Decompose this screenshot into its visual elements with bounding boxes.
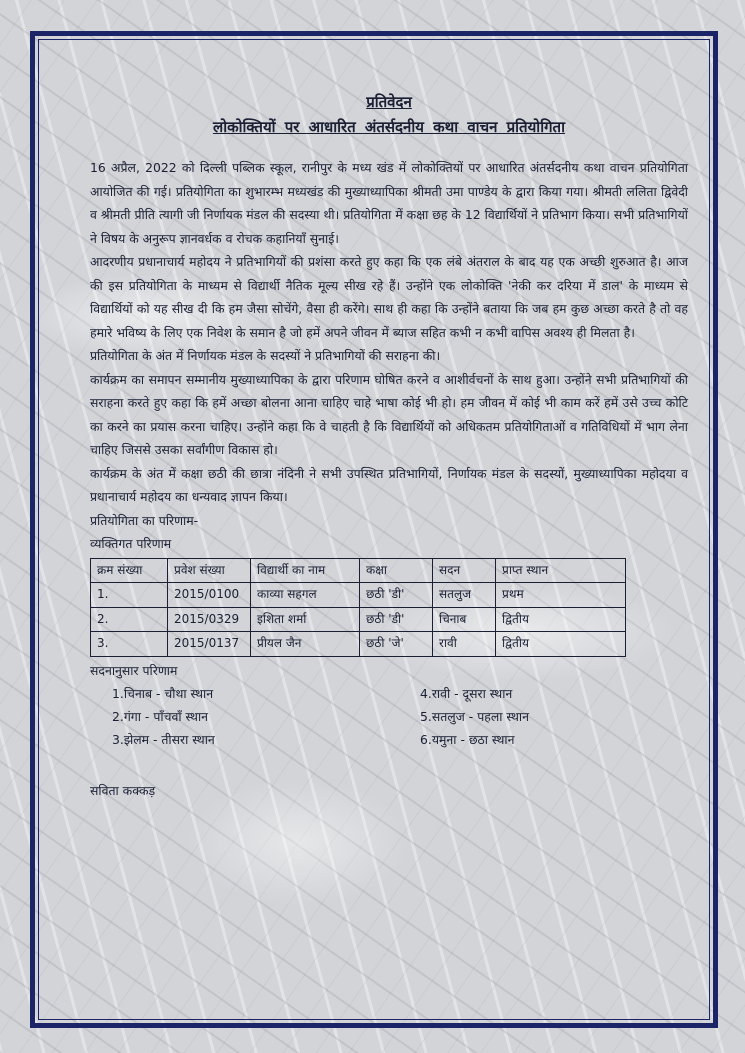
table-header-row	[91, 558, 626, 583]
house-result-item: 5.सतलुज - पहला स्थान	[420, 709, 529, 724]
table-row	[91, 583, 626, 608]
header-house: सदन	[433, 558, 496, 583]
cell-serial: 3.	[91, 632, 168, 657]
cell-student-name: प्रीयल जैन	[251, 632, 360, 657]
report-subtitle: लोकोक्तियों पर आधारित अंतर्सदनीय कथा वाचन प्रतियोगिता	[213, 118, 565, 136]
house-results-label: सदनानुसार परिणाम	[90, 662, 178, 678]
report-title: प्रतिवेदन	[366, 93, 412, 111]
header-student-name: विद्यार्थी का नाम	[251, 558, 360, 583]
house-result-item: 1.चिनाब - चौथा स्थान	[112, 686, 214, 701]
cell-admission: 2015/0137	[168, 632, 251, 657]
house-result-item: 6.यमुना - छठा स्थान	[420, 732, 515, 747]
cell-student-name: इशिता शर्मा	[251, 607, 360, 632]
cell-serial: 2.	[91, 607, 168, 632]
house-result-item: 3.झेलम - तीसरा स्थान	[112, 732, 215, 747]
paragraph-3: प्रतियोगिता के अंत में निर्णायक मंडल के सदस्यों ने प्रतिभागियों की सराहना की।	[90, 348, 441, 363]
results-table	[90, 558, 626, 657]
cell-house: सतलुज	[433, 583, 496, 608]
cell-class: छठी 'जे'	[360, 632, 433, 657]
header-serial: क्रम संख्या	[91, 558, 168, 583]
table-row	[91, 632, 626, 657]
header-class: कक्षा	[360, 558, 433, 583]
paragraph-2: आदरणीय प्रधानाचार्य महोदय ने प्रतिभागियों की प्रशंसा करते हुए कहा कि एक लंबे अंतराल के बाद यह एक अच्छी शुरुआत है। आज की इस प्रतियोगिता के माध्यम से विद्यार्थी नैतिक मूल्य सीख रहे हैं। उन्होंने एक लोकोक्ति 'नेकी कर दरिया में डाल' के माध्यम से विद्यार्थियों को यह सीख दी कि हम जैसा सोचेंगे, वैसा ही करेंगे। साथ ही कहा कि उन्होंने बताया कि जब हम कुछ अच्छा करते है तो वह हमारे भविष्य के लिए एक निवेश के समान है जो हमें अपने जीवन में ब्याज सहित कभी न कभी वापिस अवश्य ही मिलता है।	[90, 254, 688, 340]
paragraph-4: कार्यक्रम का समापन सम्मानीय मुख्याध्यापिका के द्वारा परिणाम घोषित करने व आशीर्वचनों के साथ हुआ। उन्होंने सभी प्रतिभागियों की सराहना करते हुए कहा कि हमें अच्छा बोलना आना चाहिए चाहे भाषा कोई भी हो। हम जीवन में कोई भी काम करें हमें उसे उच्च कोटि का करने का प्रयास करना चाहिए। उन्होंने कहा कि वे चाहती है कि विद्यार्थियों को अधिकतम प्रतियोगिताओं व गतिविधियों में भाग लेना चाहिए जिससे उसका सर्वांगीण विकास हो।	[90, 371, 688, 457]
cell-student-name: काव्या सहगल	[251, 583, 360, 608]
cell-position: प्रथम	[496, 583, 626, 608]
header-admission: प्रवेश संख्या	[168, 558, 251, 583]
individual-results-label: व्यक्तिगत परिणाम	[90, 536, 172, 551]
cell-house: चिनाब	[433, 607, 496, 632]
header-position: प्राप्त स्थान	[496, 558, 626, 583]
house-result-item: 4.रावी - दूसरा स्थान	[420, 686, 513, 701]
results-label: प्रतियोगिता का परिणाम-	[90, 512, 199, 528]
report-content	[90, 90, 688, 803]
cell-house: रावी	[433, 632, 496, 657]
cell-admission: 2015/0329	[168, 607, 251, 632]
cell-position: द्वितीय	[496, 632, 626, 657]
cell-serial: 1.	[91, 583, 168, 608]
table-row	[91, 607, 626, 632]
cell-admission: 2015/0100	[168, 583, 251, 608]
house-result-item: 2.गंगा - पाँचवाँ स्थान	[112, 709, 209, 724]
author-signature: सविता कक्कड़	[90, 783, 156, 798]
paragraph-5: कार्यक्रम के अंत में कक्षा छठी की छात्रा नंदिनी ने सभी उपस्थित प्रतिभागियों, निर्णायक मंडल के सदस्यों, मुख्याध्यापिका महोदया व प्रधानाचार्य महोदय का धन्यवाद ज्ञापन किया।	[90, 465, 688, 504]
cell-position: द्वितीय	[496, 607, 626, 632]
house-results-list	[90, 682, 688, 751]
cell-class: छठी 'डी'	[360, 583, 433, 608]
paragraph-1: 16 अप्रैल, 2022 को दिल्ली पब्लिक स्कूल, रानीपुर के मध्य खंड में लोकोक्तियों पर आधारित अंतर्सदनीय कथा वाचन प्रतियोगिता आयोजित की गई। प्रतियोगिता का शुभारम्भ मध्यखंड की मुख्याध्यापिका श्रीमती उमा पाण्डेय के द्वारा किया गया। श्रीमती ललिता द्विवेदी व श्रीमती प्रीति त्यागी जी निर्णायक मंडल की सदस्या थी। प्रतियोगिता में कक्षा छह के 12 विद्यार्थियों ने प्रतिभाग किया। सभी प्रतिभागियों ने विषय के अनुरूप ज्ञानवर्धक व रोचक कहानियाँ सुनाई।	[90, 160, 688, 246]
cell-class: छठी 'डी'	[360, 607, 433, 632]
